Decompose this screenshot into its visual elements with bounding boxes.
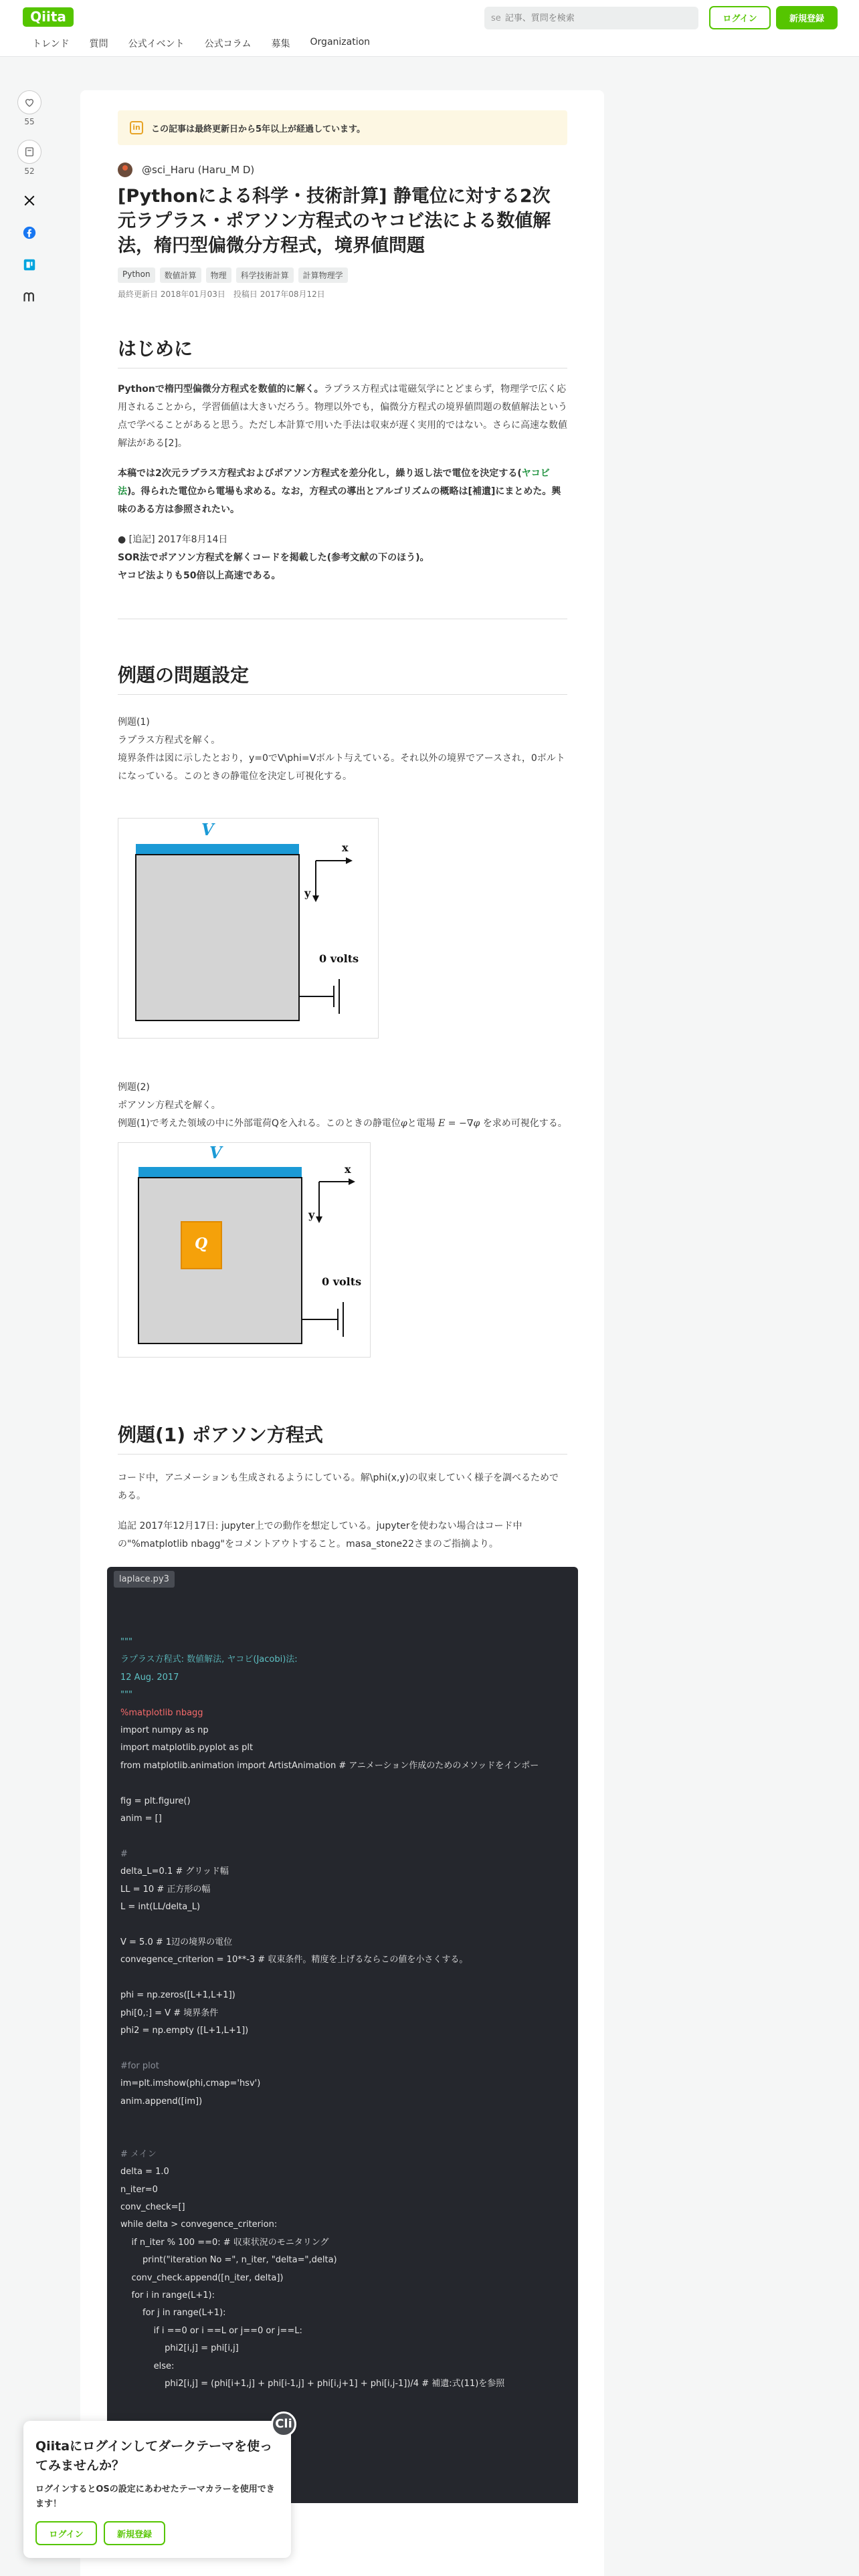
example-2-line1: ポアソン方程式を解く。 (118, 1100, 221, 1111)
fig1-x-label: x (342, 841, 349, 854)
ex2-text-mid: と電場 (407, 1118, 436, 1129)
x-icon[interactable] (15, 189, 44, 212)
stock-count: 52 (24, 167, 35, 176)
code-line: if n_iter % 100 ==0: # 収束状況のモニタリング (120, 2237, 329, 2248)
code-line: while delta > convegence_criterion: (120, 2220, 278, 2230)
qiita-logo[interactable]: Qiita (23, 7, 74, 27)
nav-questions[interactable]: 質問 (89, 39, 108, 49)
tag-computational-physics[interactable]: 計算物理学 (298, 267, 348, 283)
code-line (120, 1828, 569, 1845)
code-line: conv_check=[] (120, 2202, 185, 2212)
code-line: conv_check.append([n_iter, delta]) (120, 2272, 284, 2283)
poisson-paragraph-2: 追記 2017年12月17日: jupyter上での動作を想定している。jupyterを使わない場合はコード中の"%matplotlib nbagg"をコメントアウトすること。masa_stone22さまのご指摘より。 (118, 1521, 522, 1549)
code-lines (120, 1634, 569, 2482)
login-button[interactable]: ログイン (709, 6, 771, 29)
signup-button[interactable]: 新規登録 (776, 6, 838, 29)
close-button[interactable]: Cli (271, 2411, 296, 2437)
code-line: else: (120, 2361, 175, 2371)
fig1-volts-label: 0 volts (319, 952, 359, 965)
ex2-text-a: 例題(1)で考えた領域の中に外部電荷Qを入れる。このときの静電位 (118, 1118, 401, 1129)
article-content (118, 110, 567, 2389)
like-action (15, 90, 44, 126)
tag-list (118, 267, 567, 283)
dark-theme-popup (23, 2417, 292, 2558)
info-icon: in (130, 121, 143, 134)
ex2-text-b: を求め可視化する。 (482, 1118, 567, 1129)
intro-paragraph-2 (118, 465, 567, 519)
heading-poisson: 例題(1) ポアソン方程式 (118, 1420, 567, 1455)
code-line: import matplotlib.pyplot as plt (120, 1743, 254, 1753)
intro-rest: ラプラス方程式は電磁気学にとどまらず，物理学で広く応用されることから，学習価値は大きいだろう。物理以外でも，偏微分方程式の境界値問題の数値解法という点で学べることがあると思う。ただし本計算で用いた手法は収束が遅く実用的ではない。さらに高速な数値解法がある[2]。 (118, 384, 567, 449)
code-line: phi2[i,j] = (phi[i+1,j] + phi[i-1,j] + phi[i,j+1] + phi[i,j-1])/4 # 補遺:式(11)を参照 (120, 2379, 505, 2389)
article-dates: 最終更新日 2018年01月03日 投稿日 2017年08月12日 (118, 290, 325, 299)
figure-laplace (118, 818, 379, 1039)
facebook-icon[interactable] (15, 221, 44, 244)
laplace-diagram (118, 819, 378, 1038)
nav-events[interactable]: 公式イベント (128, 39, 185, 49)
search-input[interactable] (505, 13, 679, 23)
like-count: 55 (24, 117, 35, 126)
code-line: n_iter=0 (120, 2184, 158, 2195)
code-line: for j in range(L+1): (120, 2308, 226, 2319)
code-line (120, 1917, 569, 1934)
nav-organization[interactable]: Organization (310, 37, 371, 47)
article-card (80, 90, 604, 2576)
heading-intro: はじめに (118, 334, 567, 368)
code-line: print("iteration No =", n_iter, "delta=",delta) (120, 2255, 337, 2266)
example-1-line2: 境界条件は図に示したとおり，y=0でV\phi=Vボルト与えている。それ以外の境界でアースされ，0ボルトになっている。このときの静電位を決定し可視化する。 (118, 753, 565, 782)
nav-recruit[interactable]: 募集 (271, 39, 290, 49)
stock-icon[interactable] (17, 140, 41, 164)
mastodon-icon[interactable] (15, 286, 44, 308)
intro-p2-a: 本稿では2次元ラプラス方程式およびポアソン方程式を差分化し，繰り返し法で電位を決定する( (118, 468, 522, 479)
code-line: phi[0,:] = V # 境界条件 (120, 2008, 219, 2018)
fig2-v-label: V (209, 1143, 222, 1162)
fig2-y-label: y (308, 1208, 315, 1221)
poisson-diagram (118, 1143, 370, 1357)
code-line: convegence_criterion = 10**-3 # 収束条件。精度を上げるならこの値を小さくする。 (120, 1955, 468, 1965)
popup-signup-button[interactable]: 新規登録 (104, 2521, 165, 2545)
code-line: phi = np.zeros([L+1,L+1]) (120, 1990, 235, 2001)
code-line: delta_L=0.1 # グリッド幅 (120, 1866, 229, 1877)
nav-columns[interactable]: 公式コラム (204, 39, 252, 49)
code-line: for i in range(L+1): (120, 2290, 215, 2301)
site-header (0, 0, 859, 57)
code-line: fig = plt.figure() (120, 1796, 191, 1806)
main-nav (32, 37, 370, 50)
nav-trend[interactable]: トレンド (32, 39, 70, 49)
code-line (120, 2111, 569, 2128)
author-name[interactable]: @sci_Haru (Haru_M D) (142, 164, 255, 176)
code-line (120, 1775, 569, 1792)
code-line: if i ==0 or i ==L or j==0 or j==L: (120, 2325, 302, 2336)
code-line: import numpy as np (120, 1725, 209, 1736)
notice-text: この記事は最終更新日から5年以上が経過しています。 (151, 124, 366, 134)
tag-physics[interactable]: 物理 (206, 267, 231, 283)
poisson-paragraph-1: コード中，アニメーションも生成されるようにしている。解\phi(x,y)の収束していく様子を調べるためである。 (118, 1473, 559, 1501)
example-2-label: 例題(2) (118, 1082, 150, 1093)
fig2-x-label: x (345, 1163, 351, 1176)
phi-symbol: φ (400, 1118, 407, 1129)
popup-login-button[interactable]: ログイン (35, 2521, 97, 2545)
fig1-y-label: y (304, 887, 311, 899)
code-line: phi2 = np.empty ([L+1,L+1]) (120, 2025, 249, 2036)
intro-p2-b: )。得られた電位から電場も求める。なお，方程式の導出とアルゴリズムの概略は[補遺]にまとめた。興味のある方は参照されたい。 (118, 486, 561, 515)
code-line: """ (120, 1690, 132, 1701)
fig2-charge-label: Q (195, 1235, 208, 1253)
popup-buttons (35, 2521, 165, 2545)
code-line (120, 1969, 569, 1987)
popup-title: Qiitaにログインしてダークテーマを使ってみませんか？ (35, 2439, 273, 2473)
addendum-red: ヤコビ法よりも50倍以上高速である。 (118, 570, 281, 581)
popup-text: ログインするとOSの設定にあわせたテーマカラーを使用できます！ (35, 2484, 275, 2509)
code-line: from matplotlib.animation import ArtistAnimation # アニメーション作成のためのメソッドをインポー (120, 1760, 539, 1771)
jacobi-link[interactable]: ヤコビ法 (118, 468, 550, 497)
example-2-line2 (118, 1115, 567, 1133)
code-line: delta = 1.0 (120, 2167, 169, 2177)
author-line[interactable] (118, 163, 567, 177)
code-line: im=plt.imshow(phi,cmap='hsv') (120, 2078, 261, 2089)
example-1-line1: ラプラス方程式を解く。 (118, 735, 221, 746)
intro-lead: Pythonで楕円型偏微分方程式を数値的に解く。 (118, 384, 324, 395)
code-line: # (120, 1848, 128, 1859)
code-line: ラプラス方程式: 数値解法, ヤコビ(Jacobi)法: (120, 1654, 298, 1665)
action-rail (15, 90, 44, 318)
heading-problem: 例題の問題設定 (118, 661, 567, 695)
tag-python[interactable]: Python (118, 267, 155, 283)
search-icon: se (491, 13, 501, 23)
article-title: [Pythonによる科学・技術計算] 静電位に対する2次元ラプラス・ポアソン方程式のヤコビ法による数値解法，楕円型偏微分方程式，境界値問題 (118, 186, 551, 256)
fig1-v-label: V (201, 820, 214, 839)
stock-action (15, 140, 44, 176)
code-line: LL = 10 # 正方形の幅 (120, 1884, 211, 1895)
code-block[interactable] (107, 1567, 578, 2503)
search-box[interactable] (484, 7, 698, 29)
code-filename: laplace.py3 (114, 1571, 175, 1588)
avatar[interactable] (118, 163, 132, 177)
code-line: anim.append([im]) (120, 2096, 203, 2107)
outdated-notice (118, 110, 567, 145)
code-line: V = 5.0 # 1辺の境界の電位 (120, 1937, 233, 1947)
intro-paragraph-1 (118, 381, 567, 453)
code-line (120, 2393, 569, 2410)
code-line (120, 2128, 569, 2145)
tag-numerical[interactable]: 数値計算 (160, 267, 201, 283)
hatena-icon[interactable] (15, 253, 44, 276)
fig2-volts-label: 0 volts (322, 1275, 362, 1288)
tag-scientific[interactable]: 科学技術計算 (236, 267, 294, 283)
addendum-line: SOR法でポアソン方程式を解くコードを掲載した(参考文献の下のほう)。 (118, 552, 430, 563)
code-line: L = int(LL/delta_L) (120, 1902, 201, 1913)
code-line: %matplotlib nbagg (120, 1707, 203, 1718)
code-line: #for plot (120, 2060, 159, 2071)
code-line: """ (120, 1637, 132, 1647)
figure-poisson (118, 1142, 371, 1358)
code-line: 12 Aug. 2017 (120, 1672, 179, 1683)
heart-icon[interactable] (17, 90, 41, 114)
addendum-date: ● [追記] 2017年8月14日 (118, 534, 228, 545)
code-line: # メイン (120, 2149, 157, 2159)
field-formula: E = −∇φ (438, 1118, 480, 1129)
code-line: phi2[i,j] = phi[i,j] (120, 2343, 239, 2354)
example-1-label: 例題(1) (118, 717, 150, 728)
code-line (120, 2040, 569, 2057)
code-line: anim = [] (120, 1814, 162, 1824)
